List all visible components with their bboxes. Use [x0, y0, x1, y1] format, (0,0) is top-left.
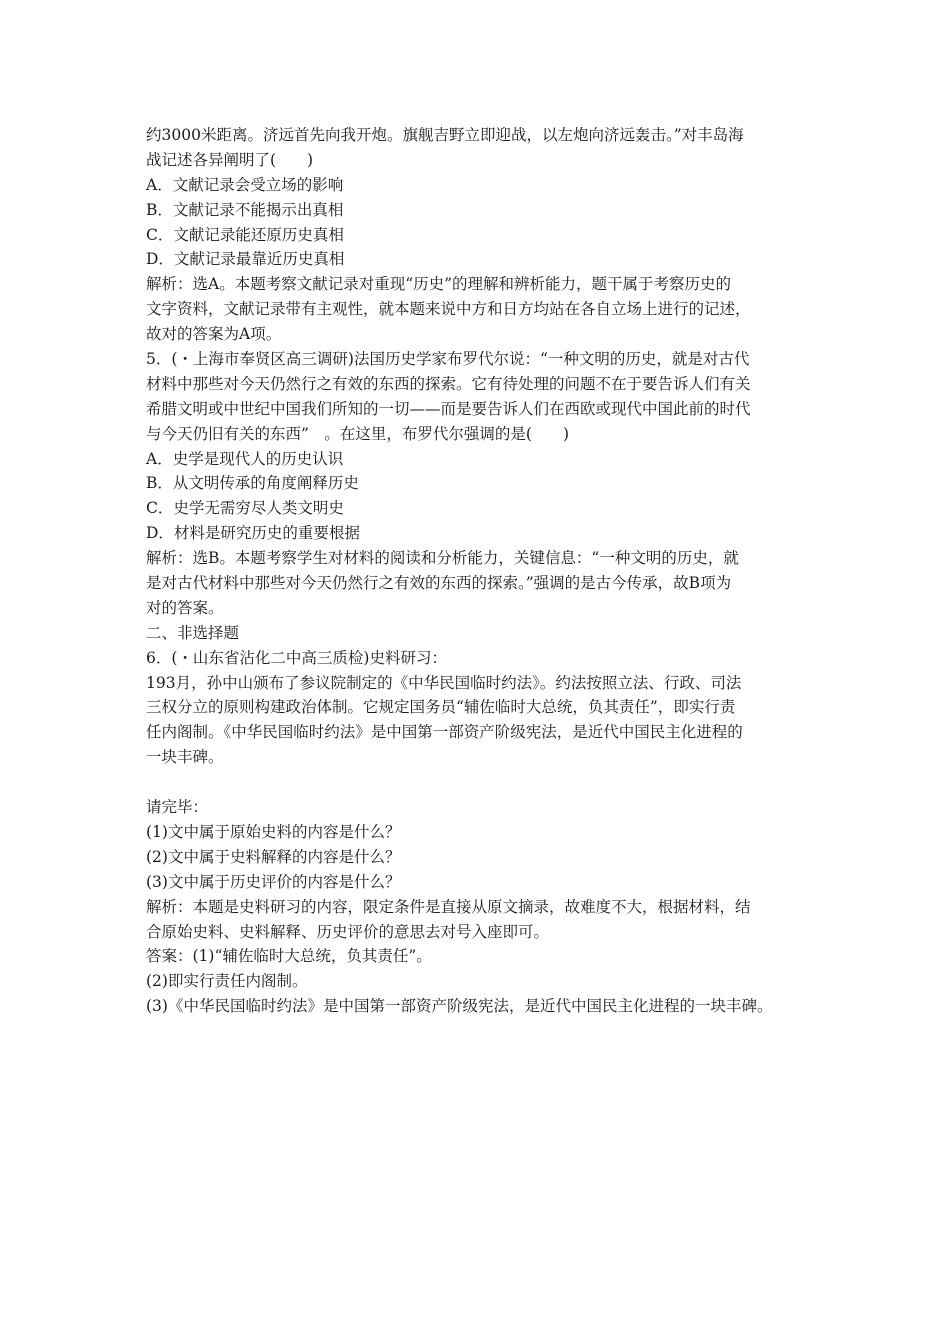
option-b: B．文献记录不能揭示出真相 — [146, 200, 344, 219]
question-stem-line: 材料中那些对今天仍然行之有效的东西的探索。它有待处理的问题不在于要告诉人们有关 — [146, 374, 751, 393]
analysis-line: 合原始史料、史料解释、历史评价的意思去对号入座即可。 — [146, 922, 550, 941]
blank-line — [146, 770, 826, 795]
question-stem-line: 5．(・上海市奉贤区高三调研)法国历史学家布罗代尔说：“一种文明的历史，就是对古代 — [146, 350, 750, 369]
question-5 — [146, 347, 826, 621]
answer-line: (2)即实行责任内阁制。 — [146, 972, 308, 991]
sub-question-3: (3)文中属于历史评价的内容是什么？ — [146, 872, 401, 891]
document-page — [146, 123, 826, 1019]
analysis-line: 解析：本题是史料研习的内容，限定条件是直接从原文摘录，故难度不大，根据材料，结 — [146, 897, 751, 916]
question-stem-line: 希腊文明或中世纪中国我们所知的一切——而是要告诉人们在西欧或现代中国此前的时代 — [146, 399, 751, 418]
sub-question-1: (1)文中属于原始史料的内容是什么？ — [146, 822, 401, 841]
material-line: 三权分立的原则构建政治体制。它规定国务员“辅佐临时大总统，负其责任”，即实行责 — [146, 698, 736, 717]
question-stem-line: 6．(・山东省沾化二中高三质检)史料研习： — [146, 648, 447, 667]
section-heading: 二、非选择题 — [146, 623, 240, 642]
option-d: D．材料是研究历史的重要根据 — [146, 524, 360, 543]
analysis-line: 解析：选B。本题考察学生对材料的阅读和分析能力，关键信息：“一种文明的历史，就 — [146, 549, 739, 568]
question-stem-line: 战记述各异阐明了( ) — [146, 150, 314, 169]
analysis-line: 对的答案。 — [146, 598, 224, 617]
option-c: C．文献记录能还原历史真相 — [146, 225, 344, 244]
material-line: 193月，孙中山颁布了参议院制定的《中华民国临时约法》。约法按照立法、行政、司法 — [146, 673, 742, 692]
option-d: D．文献记录最靠近历史真相 — [146, 250, 345, 269]
option-c: C．史学无需穷尽人类文明史 — [146, 499, 344, 518]
answer-line: (3)《中华民国临时约法》是中国第一部资产阶级宪法，是近代中国民主化进程的一块丰碑。 — [146, 997, 773, 1016]
option-a: A．史学是现代人的历史认识 — [146, 449, 344, 468]
option-a: A．文献记录会受立场的影响 — [146, 175, 344, 194]
material-line: 任内阁制。《中华民国临时约法》是中国第一部资产阶级宪法，是近代中国民主化进程的 — [146, 723, 743, 742]
question-stem-line: 与今天仍旧有关的东西” 。在这里，布罗代尔强调的是( ) — [146, 424, 570, 443]
prompt-line: 请完毕： — [146, 798, 209, 817]
answer-line: 答案：(1)“辅佐临时大总统，负其责任”。 — [146, 947, 432, 966]
material-line: 一块丰碑。 — [146, 748, 224, 767]
analysis-line: 是对古代材料中那些对今天仍然行之有效的东西的探索。”强调的是古今传承，故B项为 — [146, 574, 732, 593]
analysis-line: 解析：选A。本题考察文献记录对重现“历史”的理解和辨析能力，题干属于考察历史的 — [146, 275, 732, 294]
analysis-line: 故对的答案为A项。 — [146, 325, 282, 344]
analysis-line: 文字资料，文献记录带有主观性，就本题来说中方和日方均站在各自立场上进行的记述， — [146, 300, 751, 319]
sub-question-2: (2)文中属于史料解释的内容是什么？ — [146, 847, 401, 866]
option-b: B．从文明传承的角度阐释历史 — [146, 474, 359, 493]
question-stem-line: 约3000米距离。济远首先向我开炮。旗舰吉野立即迎战，以左炮向济远轰击。”对丰岛海 — [146, 126, 744, 144]
question-6 — [146, 646, 826, 1019]
question-4 — [146, 123, 826, 347]
